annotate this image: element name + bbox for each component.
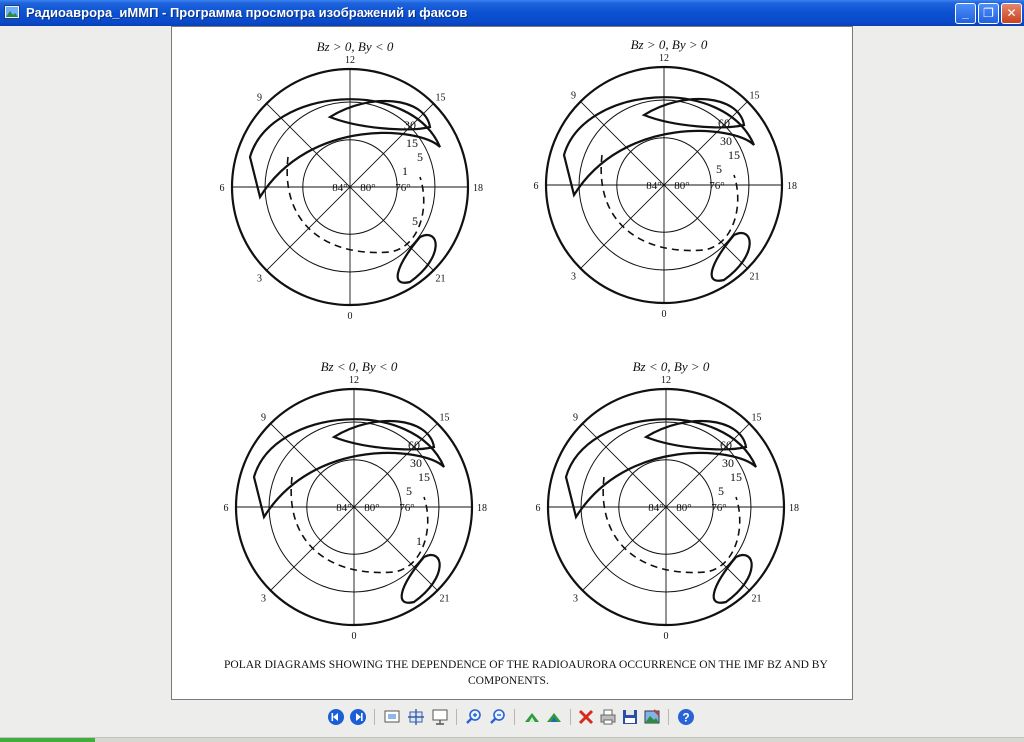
hour-label-6: 6 <box>533 181 539 192</box>
displayed-image[interactable] <box>171 26 853 700</box>
actual-size-button[interactable] <box>406 707 426 727</box>
best-fit-icon <box>382 707 402 727</box>
zoom-in-button[interactable] <box>464 707 484 727</box>
hour-label-15: 15 <box>749 90 760 102</box>
hour-label-12: 12 <box>661 375 671 386</box>
next-icon <box>348 707 368 727</box>
contour-value-label: 1 <box>416 534 422 548</box>
contour-value-label: 15 <box>728 148 740 162</box>
close-button[interactable]: ✕ <box>1001 3 1022 24</box>
previous-image-button[interactable] <box>326 707 346 727</box>
hour-label-3: 3 <box>570 271 576 283</box>
next-image-button[interactable] <box>348 707 368 727</box>
help-button[interactable] <box>676 707 696 727</box>
contour-value-label: 15 <box>730 470 742 484</box>
occurrence-contour-night <box>402 555 440 603</box>
caption-line-1: Polar diagrams showing the dependence of the radioaurora occurrence on the IMF Bz and By <box>224 659 828 671</box>
rotate-clockwise-icon <box>522 707 542 727</box>
contour-value-label: 30 <box>722 456 734 470</box>
delete-button[interactable] <box>576 707 596 727</box>
contour-value-label: 5 <box>406 484 412 498</box>
hour-label-12: 12 <box>659 53 669 64</box>
panel-condition-label: Bz < 0, By < 0 <box>320 359 398 374</box>
hour-label-3: 3 <box>572 593 578 605</box>
latitude-label: 76° <box>395 182 411 194</box>
latitude-label: 76° <box>711 502 727 514</box>
image-viewer-app-icon <box>4 5 20 19</box>
rotate-counterclockwise-button[interactable] <box>544 707 564 727</box>
hour-label-12: 12 <box>349 375 359 386</box>
progress-segment <box>0 738 95 742</box>
hour-label-21: 21 <box>435 273 446 285</box>
edit-image-icon <box>642 707 662 727</box>
hour-label-15: 15 <box>435 92 446 104</box>
open-editor-button[interactable] <box>642 707 662 727</box>
panel-condition-label: Bz < 0, By > 0 <box>632 359 710 374</box>
contour-value-label: 15 <box>418 470 430 484</box>
hour-label-3: 3 <box>256 273 262 285</box>
svg-text:?: ? <box>682 710 690 725</box>
latitude-label: 84° <box>332 182 348 194</box>
delete-icon <box>576 707 596 727</box>
hour-label-6: 6 <box>219 183 225 194</box>
hour-label-18: 18 <box>789 503 799 514</box>
window-title: Радиоаврора_иММП - Программа просмотра изображений и факсов <box>26 5 468 20</box>
slideshow-icon <box>430 707 450 727</box>
contour-value-label: 1 <box>402 164 408 178</box>
hour-label-9: 9 <box>572 412 578 424</box>
zoom-in-icon <box>464 707 484 727</box>
contour-value-label: 15 <box>406 136 418 150</box>
hour-label-18: 18 <box>787 181 797 192</box>
hour-label-0: 0 <box>351 631 357 642</box>
polar-diagram-2 <box>534 37 798 320</box>
hour-label-18: 18 <box>477 503 487 514</box>
latitude-label: 84° <box>336 502 352 514</box>
hour-label-0: 0 <box>661 309 667 320</box>
print-icon <box>598 707 618 727</box>
hour-label-9: 9 <box>256 92 262 104</box>
latitude-label: 76° <box>709 180 725 192</box>
rotate-clockwise-button[interactable] <box>522 707 542 727</box>
hour-label-18: 18 <box>473 183 483 194</box>
previous-icon <box>326 707 346 727</box>
best-fit-button[interactable] <box>382 707 402 727</box>
save-icon <box>620 707 640 727</box>
contour-value-label: 30 <box>720 134 732 148</box>
contour-value-label: 60 <box>408 438 420 452</box>
contour-value-label: 5 <box>716 162 722 176</box>
zoom-out-button[interactable] <box>488 707 508 727</box>
restore-button[interactable]: ❐ <box>978 3 999 24</box>
rotate-counterclockwise-icon <box>544 707 564 727</box>
title-bar[interactable] <box>0 0 1024 26</box>
latitude-label: 84° <box>648 502 664 514</box>
zoom-out-icon <box>488 707 508 727</box>
occurrence-contour-night <box>714 555 752 603</box>
hour-label-0: 0 <box>663 631 669 642</box>
hour-label-9: 9 <box>260 412 266 424</box>
contour-value-label: 60 <box>720 438 732 452</box>
occurrence-contour-night <box>712 233 750 281</box>
latitude-label: 80° <box>360 182 376 194</box>
hour-label-0: 0 <box>347 311 353 322</box>
contour-value-label: 5 <box>412 214 418 228</box>
contour-value-label: 5 <box>718 484 724 498</box>
caption-line-2: components. <box>468 675 549 687</box>
hour-label-21: 21 <box>751 593 762 605</box>
save-button[interactable] <box>620 707 640 727</box>
panel-condition-label: Bz > 0, By < 0 <box>316 39 394 54</box>
contour-value-label: 30 <box>404 118 416 132</box>
hour-label-15: 15 <box>439 412 450 424</box>
actual-size-icon <box>406 707 426 727</box>
latitude-label: 80° <box>364 502 380 514</box>
minimize-button[interactable]: _ <box>955 3 976 24</box>
contour-value-label: 30 <box>410 456 422 470</box>
status-strip <box>0 737 1024 742</box>
hour-label-9: 9 <box>570 90 576 102</box>
polar-diagram-4 <box>536 359 800 642</box>
print-button[interactable] <box>598 707 618 727</box>
contour-value-label: 5 <box>417 150 423 164</box>
hour-label-6: 6 <box>223 503 229 514</box>
panel-condition-label: Bz > 0, By > 0 <box>630 37 708 52</box>
occurrence-contour-night <box>398 235 436 283</box>
contour-value-label: 60 <box>718 116 730 130</box>
slideshow-button[interactable] <box>430 707 450 727</box>
polar-diagram-3 <box>224 359 488 642</box>
latitude-label: 80° <box>676 502 692 514</box>
latitude-label: 76° <box>399 502 415 514</box>
help-icon <box>676 707 696 727</box>
latitude-label: 80° <box>674 180 690 192</box>
polar-diagram-1 <box>220 39 484 322</box>
hour-label-21: 21 <box>749 271 760 283</box>
hour-label-6: 6 <box>535 503 541 514</box>
viewer-area <box>0 26 1024 742</box>
hour-label-21: 21 <box>439 593 450 605</box>
hour-label-3: 3 <box>260 593 266 605</box>
latitude-label: 84° <box>646 180 662 192</box>
hour-label-12: 12 <box>345 55 355 66</box>
hour-label-15: 15 <box>751 412 762 424</box>
